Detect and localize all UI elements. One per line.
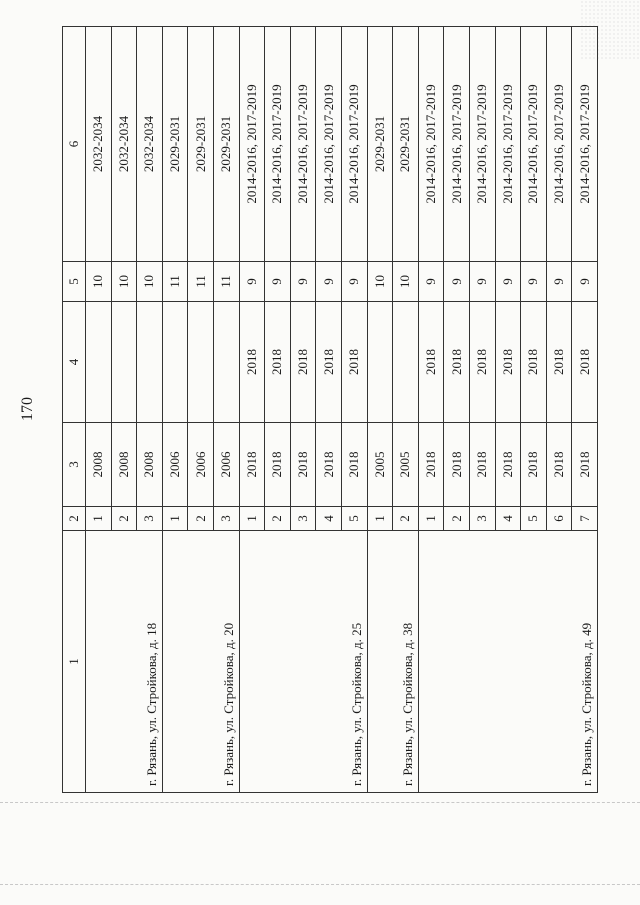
year-cell: 2018 (265, 423, 291, 507)
column-5-cell: 10 (137, 262, 163, 302)
column-4-cell: 2018 (495, 302, 521, 423)
row-number: 2 (393, 507, 419, 531)
year-cell: 2006 (162, 423, 188, 507)
row-number: 4 (495, 507, 521, 531)
year-cell: 2018 (444, 423, 470, 507)
column-5-cell: 9 (521, 262, 547, 302)
column-5-cell: 9 (290, 262, 316, 302)
year-cell: 2018 (469, 423, 495, 507)
column-5-cell: 9 (341, 262, 367, 302)
column-4-cell: 2018 (546, 302, 572, 423)
table-row (162, 27, 188, 793)
period-cell: 2014-2016, 2017-2019 (418, 27, 444, 262)
page-number: 170 (19, 397, 36, 421)
period-cell: 2014-2016, 2017-2019 (239, 27, 265, 262)
column-header: 6 (63, 27, 86, 262)
period-cell: 2014-2016, 2017-2019 (521, 27, 547, 262)
row-number: 1 (239, 507, 265, 531)
row-number: 1 (418, 507, 444, 531)
header-row (63, 27, 86, 793)
row-number: 1 (86, 507, 112, 531)
column-4-cell: 2018 (290, 302, 316, 423)
column-4-cell (86, 302, 112, 423)
period-cell: 2014-2016, 2017-2019 (290, 27, 316, 262)
column-4-cell (393, 302, 419, 423)
table-row (418, 27, 444, 793)
year-cell: 2008 (111, 423, 137, 507)
year-cell: 2018 (495, 423, 521, 507)
row-number: 3 (290, 507, 316, 531)
column-5-cell: 9 (316, 262, 342, 302)
row-number: 7 (572, 507, 598, 531)
column-4-cell: 2018 (265, 302, 291, 423)
table-row (86, 27, 112, 793)
column-header: 2 (63, 507, 86, 531)
column-4-cell: 2018 (521, 302, 547, 423)
column-5-cell: 9 (572, 262, 598, 302)
year-cell: 2005 (393, 423, 419, 507)
column-4-cell (367, 302, 393, 423)
row-number: 6 (546, 507, 572, 531)
address-cell: г. Рязань, ул. Стройкова, д. 20 (162, 531, 239, 793)
year-cell: 2018 (290, 423, 316, 507)
column-5-cell: 9 (444, 262, 470, 302)
column-5-cell: 10 (86, 262, 112, 302)
year-cell: 2008 (137, 423, 163, 507)
year-cell: 2018 (239, 423, 265, 507)
column-4-cell: 2018 (316, 302, 342, 423)
period-cell: 2014-2016, 2017-2019 (469, 27, 495, 262)
column-5-cell: 9 (495, 262, 521, 302)
year-cell: 2018 (572, 423, 598, 507)
column-header: 3 (63, 423, 86, 507)
year-cell: 2018 (341, 423, 367, 507)
period-cell: 2029-2031 (213, 27, 239, 262)
column-4-cell (213, 302, 239, 423)
period-cell: 2014-2016, 2017-2019 (265, 27, 291, 262)
column-5-cell: 10 (393, 262, 419, 302)
row-number: 5 (341, 507, 367, 531)
period-cell: 2014-2016, 2017-2019 (572, 27, 598, 262)
row-number: 3 (469, 507, 495, 531)
row-number: 1 (367, 507, 393, 531)
period-cell: 2029-2031 (188, 27, 214, 262)
column-header: 1 (63, 531, 86, 793)
column-4-cell (188, 302, 214, 423)
column-4-cell: 2018 (444, 302, 470, 423)
period-cell: 2029-2031 (162, 27, 188, 262)
year-cell: 2018 (418, 423, 444, 507)
period-cell: 2014-2016, 2017-2019 (341, 27, 367, 262)
period-cell: 2014-2016, 2017-2019 (495, 27, 521, 262)
row-number: 2 (111, 507, 137, 531)
period-cell: 2014-2016, 2017-2019 (444, 27, 470, 262)
row-number: 3 (213, 507, 239, 531)
column-4-cell: 2018 (572, 302, 598, 423)
year-cell: 2018 (546, 423, 572, 507)
column-4-cell: 2018 (341, 302, 367, 423)
scan-edge-line (0, 884, 640, 886)
column-4-cell (162, 302, 188, 423)
column-5-cell: 10 (111, 262, 137, 302)
period-cell: 2014-2016, 2017-2019 (546, 27, 572, 262)
column-header: 4 (63, 302, 86, 423)
column-4-cell (137, 302, 163, 423)
row-number: 1 (162, 507, 188, 531)
table-row (367, 27, 393, 793)
column-4-cell: 2018 (239, 302, 265, 423)
address-cell: г. Рязань, ул. Стройкова, д. 18 (86, 531, 163, 793)
column-5-cell: 9 (546, 262, 572, 302)
period-cell: 2029-2031 (367, 27, 393, 262)
address-cell: г. Рязань, ул. Стройкова, д. 25 (239, 531, 367, 793)
year-cell: 2005 (367, 423, 393, 507)
year-cell: 2018 (521, 423, 547, 507)
column-4-cell: 2018 (418, 302, 444, 423)
column-header: 5 (63, 262, 86, 302)
housing-table (62, 26, 598, 793)
address-cell: г. Рязань, ул. Стройкова, д. 38 (367, 531, 418, 793)
period-cell: 2032-2034 (86, 27, 112, 262)
row-number: 3 (137, 507, 163, 531)
column-4-cell: 2018 (469, 302, 495, 423)
year-cell: 2008 (86, 423, 112, 507)
column-5-cell: 9 (469, 262, 495, 302)
period-cell: 2032-2034 (137, 27, 163, 262)
period-cell: 2032-2034 (111, 27, 137, 262)
scan-edge-line (0, 802, 640, 804)
row-number: 4 (316, 507, 342, 531)
year-cell: 2006 (188, 423, 214, 507)
column-5-cell: 11 (162, 262, 188, 302)
table-body (63, 27, 598, 793)
row-number: 2 (444, 507, 470, 531)
row-number: 2 (265, 507, 291, 531)
row-number: 2 (188, 507, 214, 531)
address-cell: г. Рязань, ул. Стройкова, д. 49 (418, 531, 597, 793)
year-cell: 2018 (316, 423, 342, 507)
rotated-table-wrapper (62, 27, 594, 793)
row-number: 5 (521, 507, 547, 531)
period-cell: 2014-2016, 2017-2019 (316, 27, 342, 262)
column-5-cell: 11 (188, 262, 214, 302)
column-4-cell (111, 302, 137, 423)
period-cell: 2029-2031 (393, 27, 419, 262)
table-row (239, 27, 265, 793)
year-cell: 2006 (213, 423, 239, 507)
column-5-cell: 9 (418, 262, 444, 302)
column-5-cell: 11 (213, 262, 239, 302)
column-5-cell: 9 (265, 262, 291, 302)
column-5-cell: 10 (367, 262, 393, 302)
column-5-cell: 9 (239, 262, 265, 302)
